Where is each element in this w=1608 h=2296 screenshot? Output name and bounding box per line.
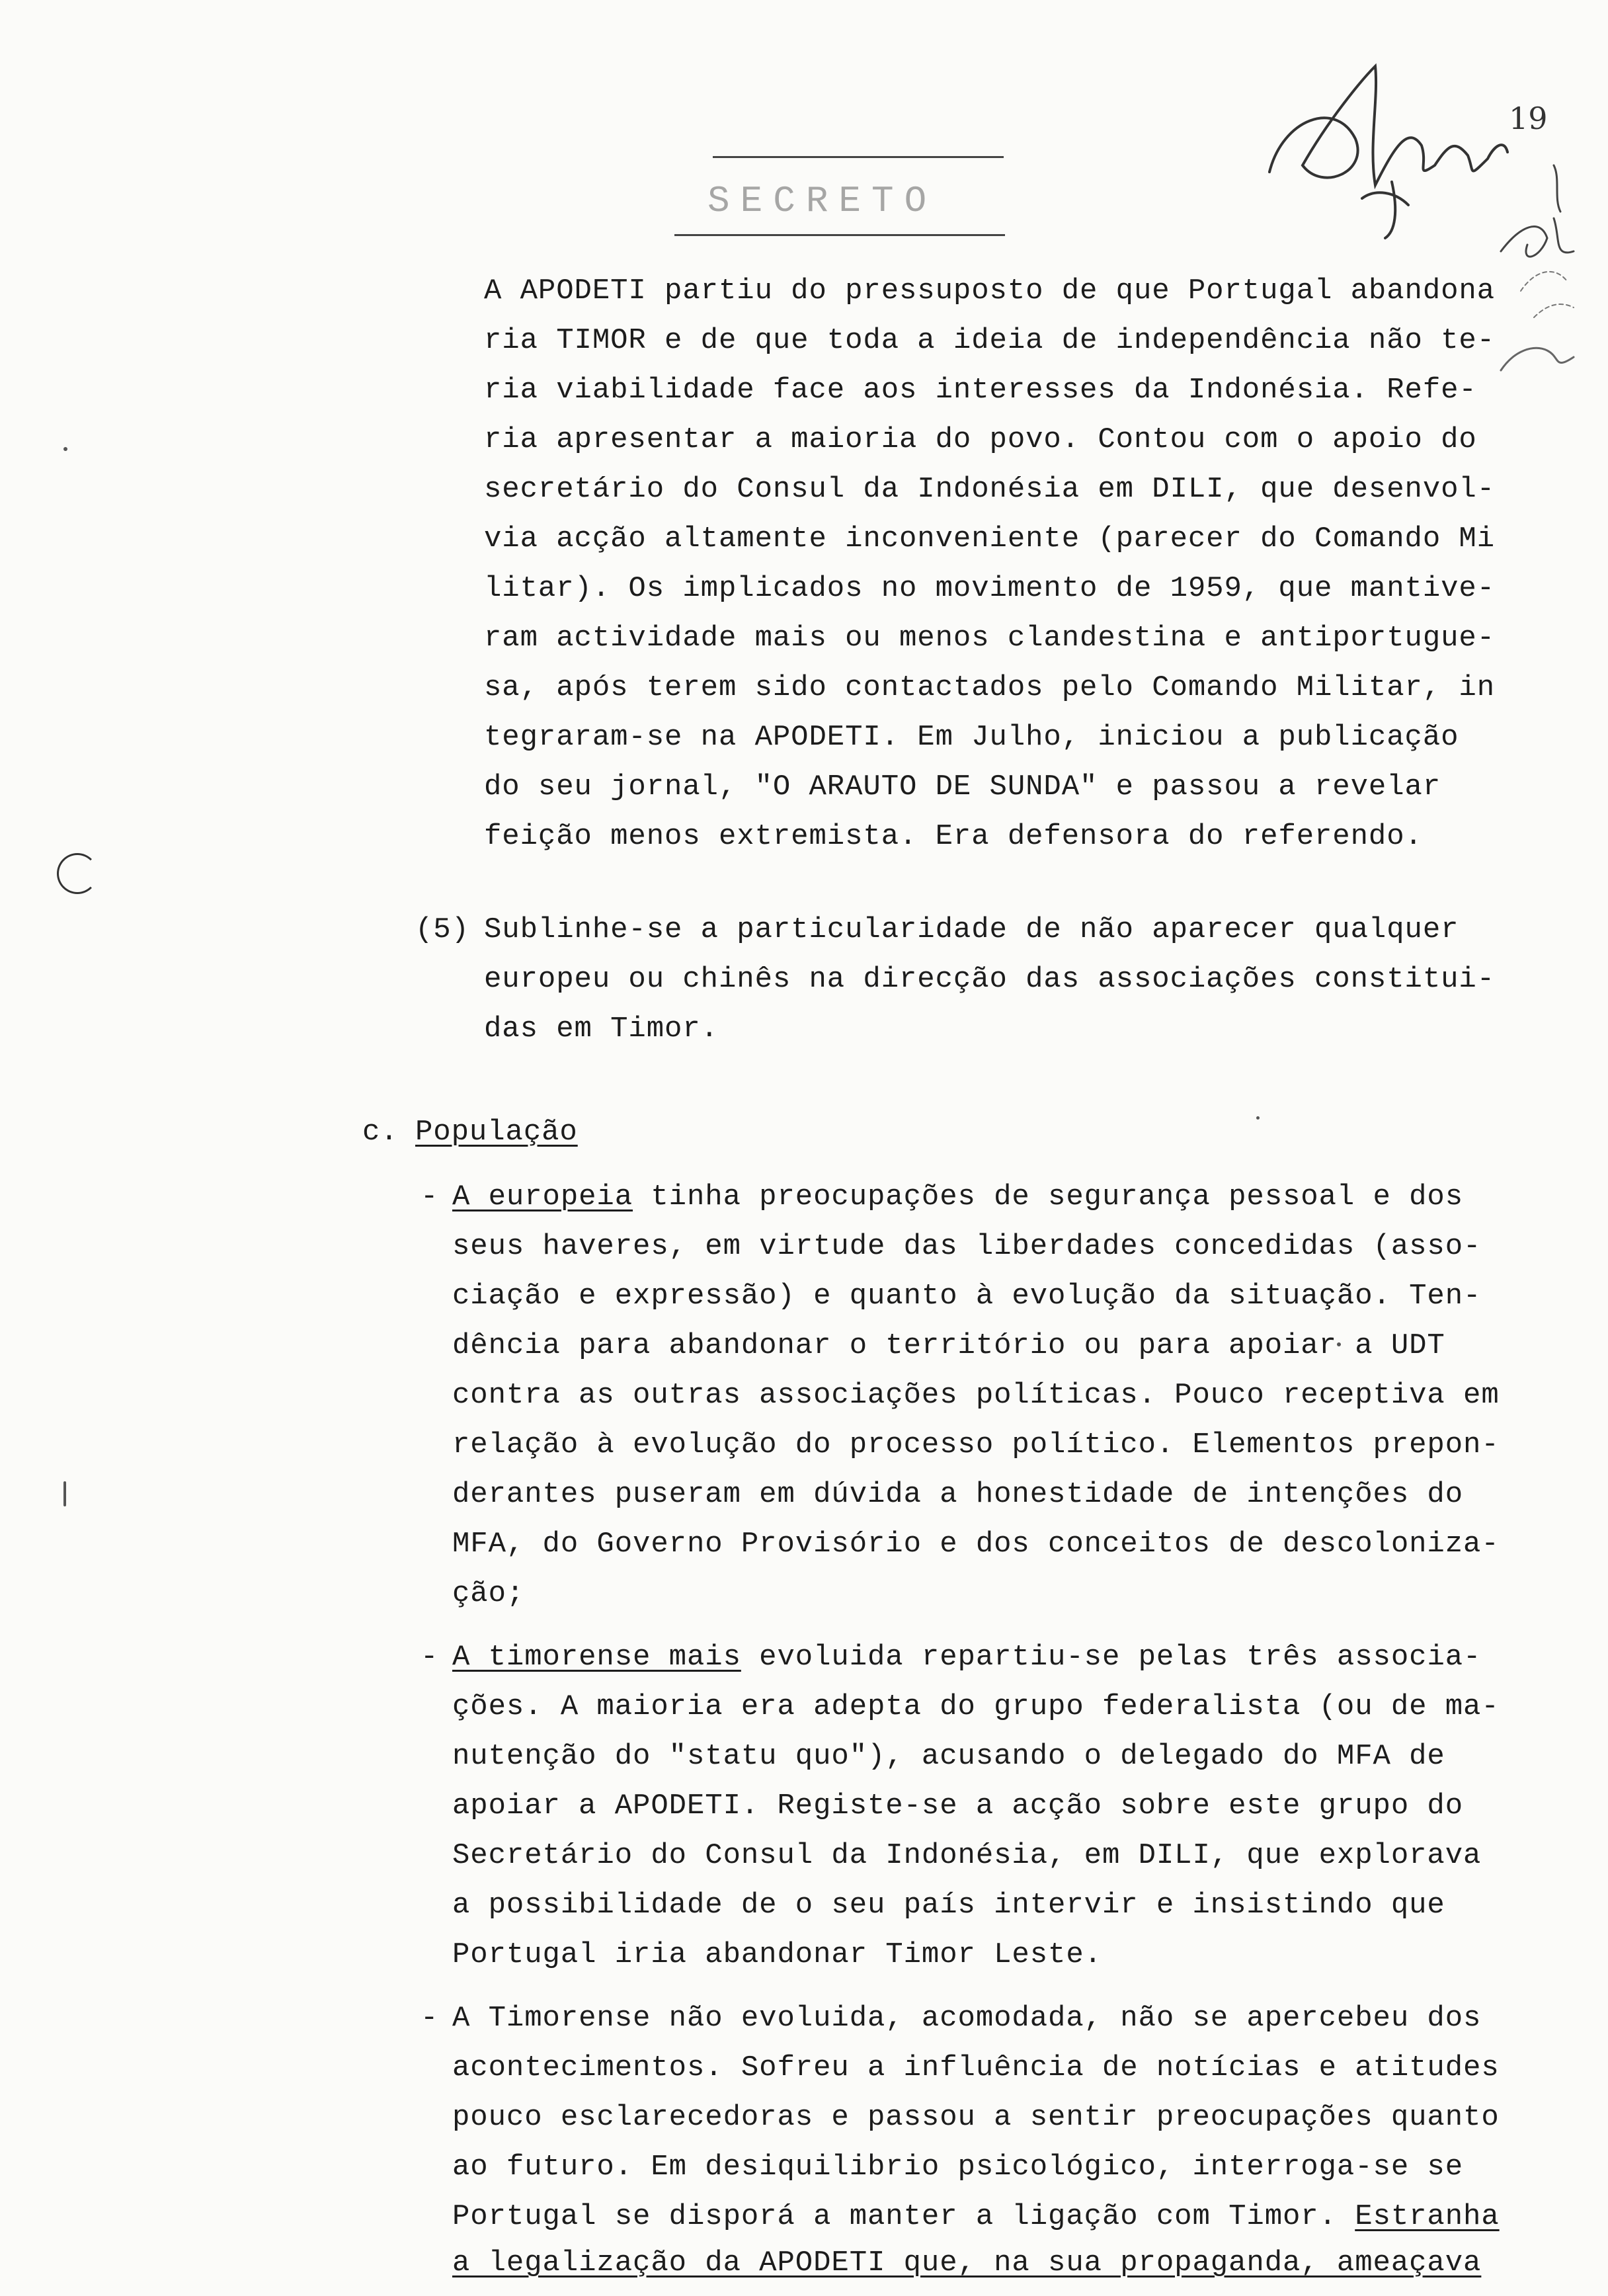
text-line: relação à evolução do processo político. Elementos prepon- (452, 1428, 1500, 1461)
stamp-top-rule (713, 156, 1004, 158)
text-plain: Portugal se disporá a manter a ligação com Timor. (452, 2200, 1355, 2233)
text-line: ria apresentar a maioria do povo. Contou com o apoio do (484, 423, 1477, 456)
list-dash: - (421, 1180, 439, 1213)
text-line: dência para abandonar o território ou para apoiar a UDT (452, 1329, 1445, 1362)
text-line: seus haveres, em virtude das liberdades concedidas (asso- (452, 1230, 1482, 1263)
text-line: litar). Os implicados no movimento de 1959, que mantive- (484, 572, 1496, 605)
text-line: pouco esclarecedoras e passou a sentir preocupações quanto (452, 2101, 1500, 2134)
text-line: ria TIMOR e de que toda a ideia de independência não te- (484, 324, 1496, 357)
list-item-first-line (452, 1180, 1463, 1214)
hole-punch-mark (57, 853, 98, 894)
text-line: ções. A maioria era adepta do grupo federalista (ou de ma- (452, 1690, 1500, 1723)
text-line: das em Timor. (484, 1012, 719, 1046)
secret-stamp: SECRETO (707, 180, 938, 222)
item-lead: A europeia (452, 1180, 633, 1213)
text-line: A Timorense não evoluida, acomodada, não se apercebeu dos (452, 2002, 1482, 2035)
page-number: 19 (1509, 101, 1548, 136)
text-line: A APODETI partiu do pressuposto de que Portugal abandona (484, 274, 1496, 308)
item-lead: A timorense mais (452, 1641, 741, 1674)
text-line: sa, após terem sido contactados pelo Comando Militar, in (484, 671, 1496, 704)
section-marker: c. (362, 1116, 399, 1149)
margin-speck (63, 447, 67, 451)
text-line: MFA, do Governo Provisório e dos conceitos de descoloniza- (452, 1528, 1500, 1561)
text-line: feição menos extremista. Era defensora do referendo. (484, 820, 1423, 853)
margin-speck (63, 1481, 66, 1506)
text-line: ria viabilidade face aos interesses da Indonésia. Refe- (484, 374, 1477, 407)
list-item-first-line (452, 1640, 1481, 1674)
text-line-underlined: a legalização da APODETI que, na sua propaganda, ameaçava (452, 2246, 1482, 2279)
text-line: tegraram-se na APODETI. Em Julho, iniciou a publicação (484, 721, 1459, 754)
text-line: ram actividade mais ou menos clandestina e antiportugue- (484, 622, 1496, 655)
text-line: derantes puseram em dúvida a honestidade de intenções do (452, 1478, 1464, 1511)
text-line: a possibilidade de o seu país intervir e insistindo que (452, 1889, 1445, 1922)
text-line-mixed (452, 2199, 1500, 2234)
text-line: nutenção do "statu quo"), acusando o delegado do MFA de (452, 1740, 1445, 1773)
text-line: apoiar a APODETI. Registe-se a acção sobre este grupo do (452, 1789, 1464, 1823)
text-line: Secretário do Consul da Indonésia, em DILI, que explorava (452, 1839, 1482, 1872)
text-line: Portugal iria abandonar Timor Leste. (452, 1938, 1102, 1971)
text-underlined: Estranha (1355, 2200, 1500, 2233)
text-line: europeu ou chinês na direcção das associações constitui- (484, 963, 1496, 996)
text-line: do seu jornal, "O ARAUTO DE SUNDA" e passou a revelar (484, 770, 1441, 803)
item-first-rest: tinha preocupações de segurança pessoal e dos (633, 1180, 1464, 1213)
section-title: População (415, 1116, 578, 1149)
text-line: ciação e expressão) e quanto à evolução da situação. Ten- (452, 1280, 1482, 1313)
margin-speck (1256, 1116, 1260, 1120)
text-line: ção; (452, 1577, 525, 1610)
text-line: via acção altamente inconveniente (parecer do Comando Mi (484, 522, 1496, 555)
text-line: acontecimentos. Sofreu a influência de notícias e atitudes (452, 2051, 1500, 2084)
text-line: secretário do Consul da Indonésia em DILI, que desenvol- (484, 473, 1496, 506)
note-marker: (5) (415, 913, 469, 946)
text-line: ao futuro. Em desiquilibrio psicológico, interroga-se se (452, 2151, 1464, 2184)
item-first-rest: evoluida repartiu-se pelas três associa- (741, 1641, 1482, 1674)
stamp-bottom-rule (674, 234, 1005, 236)
text-line: Sublinhe-se a particularidade de não aparecer qualquer (484, 913, 1459, 946)
text-line: contra as outras associações políticas. Pouco receptiva em (452, 1379, 1500, 1412)
list-dash: - (421, 2002, 439, 2035)
list-dash: - (421, 1641, 439, 1674)
